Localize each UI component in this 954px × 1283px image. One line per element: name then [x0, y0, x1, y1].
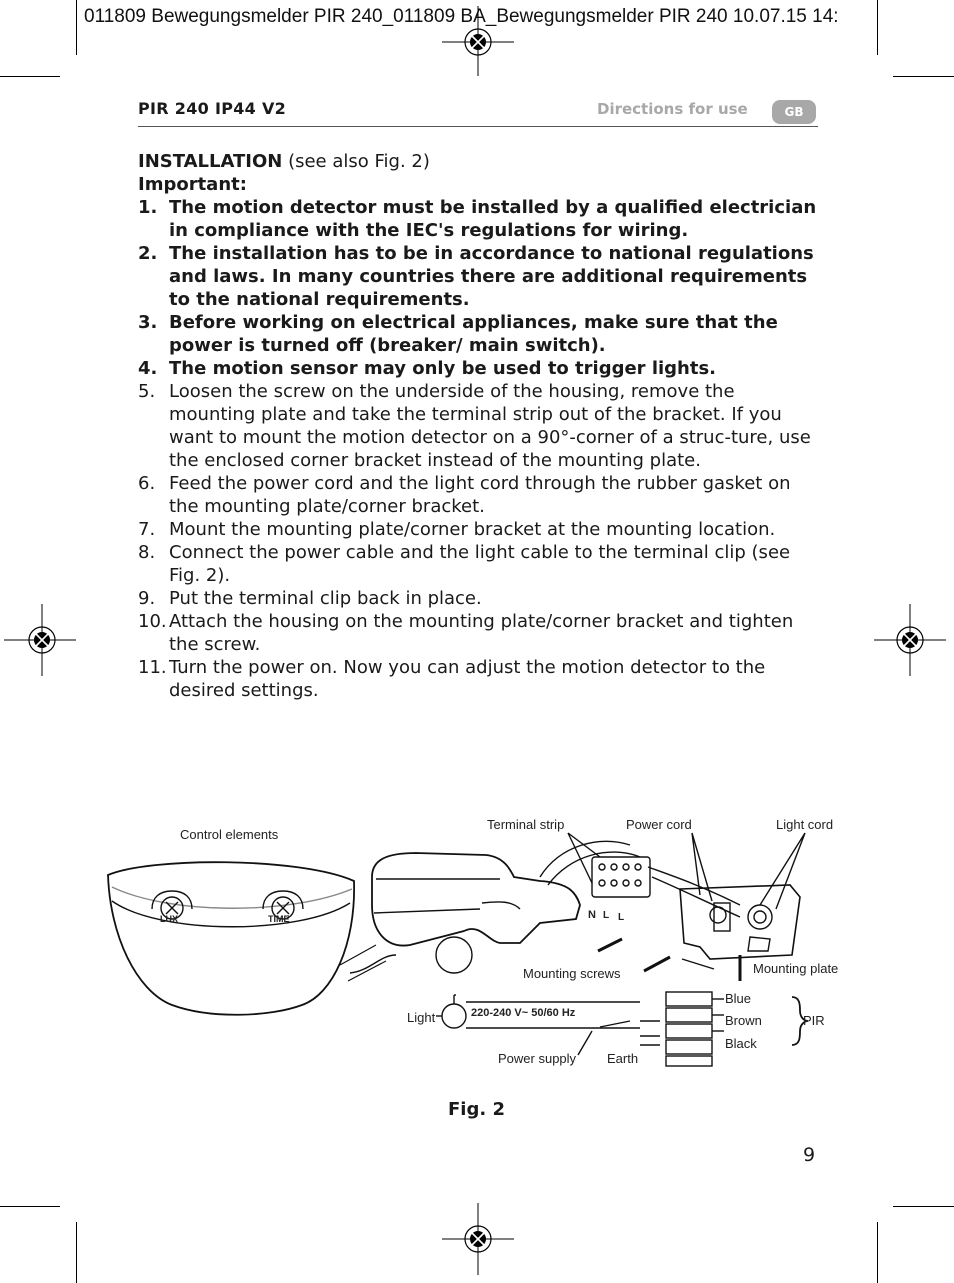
installation-section [138, 150, 820, 702]
list-item [138, 656, 820, 702]
label-time-knob: TIME [268, 914, 290, 924]
item-number: 8. [138, 542, 156, 563]
registration-mark-top [442, 4, 514, 76]
item-number: 3. [138, 312, 158, 333]
section-heading-line [138, 150, 820, 173]
item-text: The installation has to be in accordance to national regulations and laws. In many countries there are additional requirements to the national requirements. [169, 243, 814, 310]
list-item [138, 518, 820, 541]
label-light: Light [407, 1010, 436, 1025]
item-number: 9. [138, 588, 156, 609]
item-text: Put the terminal clip back in place. [169, 588, 482, 609]
label-wire-blue: Blue [725, 991, 752, 1006]
important-label: Important: [138, 174, 247, 195]
list-item [138, 357, 820, 380]
label-terminal-l: L [618, 912, 625, 923]
registration-mark-right [874, 604, 946, 676]
list-item [138, 380, 820, 472]
crop-mark [0, 1206, 60, 1207]
page-number: 9 [803, 1144, 816, 1166]
list-item [138, 541, 820, 587]
crop-mark [76, 0, 77, 55]
print-slug-line: 011809 Bewegungsmelder PIR 240_011809 BA_Bewegungsmelder PIR 240 10.07.15 14: [84, 6, 839, 27]
section-heading-note: (see also Fig. 2) [282, 151, 430, 172]
crop-mark [877, 0, 878, 55]
label-earth: Earth [607, 1051, 639, 1066]
model-title: PIR 240 IP44 V2 [138, 99, 287, 118]
crop-mark [893, 1206, 954, 1207]
list-item [138, 587, 820, 610]
label-power-cord: Power cord [626, 817, 692, 832]
label-terminal-l-arrow: L [603, 910, 610, 921]
registration-mark-bottom [442, 1203, 514, 1275]
crop-mark [893, 76, 954, 77]
crop-mark [877, 1222, 878, 1283]
section-title: Directions for use [597, 100, 748, 118]
item-number: 2. [138, 243, 158, 264]
item-number: 7. [138, 519, 156, 540]
label-pir: PIR [803, 1013, 825, 1028]
label-wire-black: Black [725, 1036, 757, 1051]
item-text: Turn the power on. Now you can adjust the motion detector to the desired settings. [169, 657, 766, 701]
wiring-diagram [100, 805, 860, 1095]
list-item [138, 610, 820, 656]
crop-mark [0, 76, 60, 77]
label-voltage: 220-240 V~ 50/60 Hz [471, 1007, 576, 1019]
item-text: The motion detector must be installed by a qualified electrician in compliance with the IEC's regulations for wiring. [169, 197, 817, 241]
item-text: Attach the housing on the mounting plate/corner bracket and tighten the screw. [169, 611, 794, 655]
list-item [138, 472, 820, 518]
item-text: Feed the power cord and the light cord through the rubber gasket on the mounting plate/corner bracket. [169, 473, 791, 517]
list-item [138, 311, 820, 357]
item-text: Before working on electrical appliances, make sure that the power is turned off (breaker/ main switch). [169, 312, 778, 356]
language-badge: GB [772, 100, 816, 124]
list-item [138, 242, 820, 311]
item-number: 11. [138, 657, 167, 678]
section-heading: INSTALLATION [138, 151, 283, 172]
label-power-supply: Power supply [498, 1051, 577, 1066]
label-lux-knob: LUX [160, 914, 178, 924]
item-number: 4. [138, 358, 158, 379]
item-number: 6. [138, 473, 156, 494]
item-number: 10. [138, 611, 167, 632]
label-wire-brown: Brown [725, 1013, 762, 1028]
registration-mark-left [4, 604, 76, 676]
label-control-elements: Control elements [180, 827, 279, 842]
header-rule [138, 126, 818, 127]
wiring-diagram-drawing [100, 805, 860, 1095]
item-text: Mount the mounting plate/corner bracket at the mounting location. [169, 519, 776, 540]
instruction-list [138, 196, 820, 702]
label-terminal-n: N [588, 909, 596, 921]
item-number: 5. [138, 381, 156, 402]
item-text: Loosen the screw on the underside of the housing, remove the mounting plate and take the terminal strip out of the bracket. If you want to mount the motion detector on a 90°-corner of a struc-ture, use the enclosed corner bracket instead of the mounting plate. [169, 381, 811, 471]
crop-mark [76, 1222, 77, 1283]
figure-caption: Fig. 2 [448, 1099, 505, 1120]
item-text: Connect the power cable and the light cable to the terminal clip (see Fig. 2). [169, 542, 791, 586]
list-item [138, 196, 820, 242]
label-mounting-plate: Mounting plate [753, 961, 839, 976]
label-mounting-screws: Mounting screws [523, 966, 621, 981]
item-number: 1. [138, 197, 158, 218]
item-text: The motion sensor may only be used to trigger lights. [169, 358, 717, 379]
label-terminal-strip: Terminal strip [487, 817, 565, 832]
label-light-cord: Light cord [776, 817, 834, 832]
